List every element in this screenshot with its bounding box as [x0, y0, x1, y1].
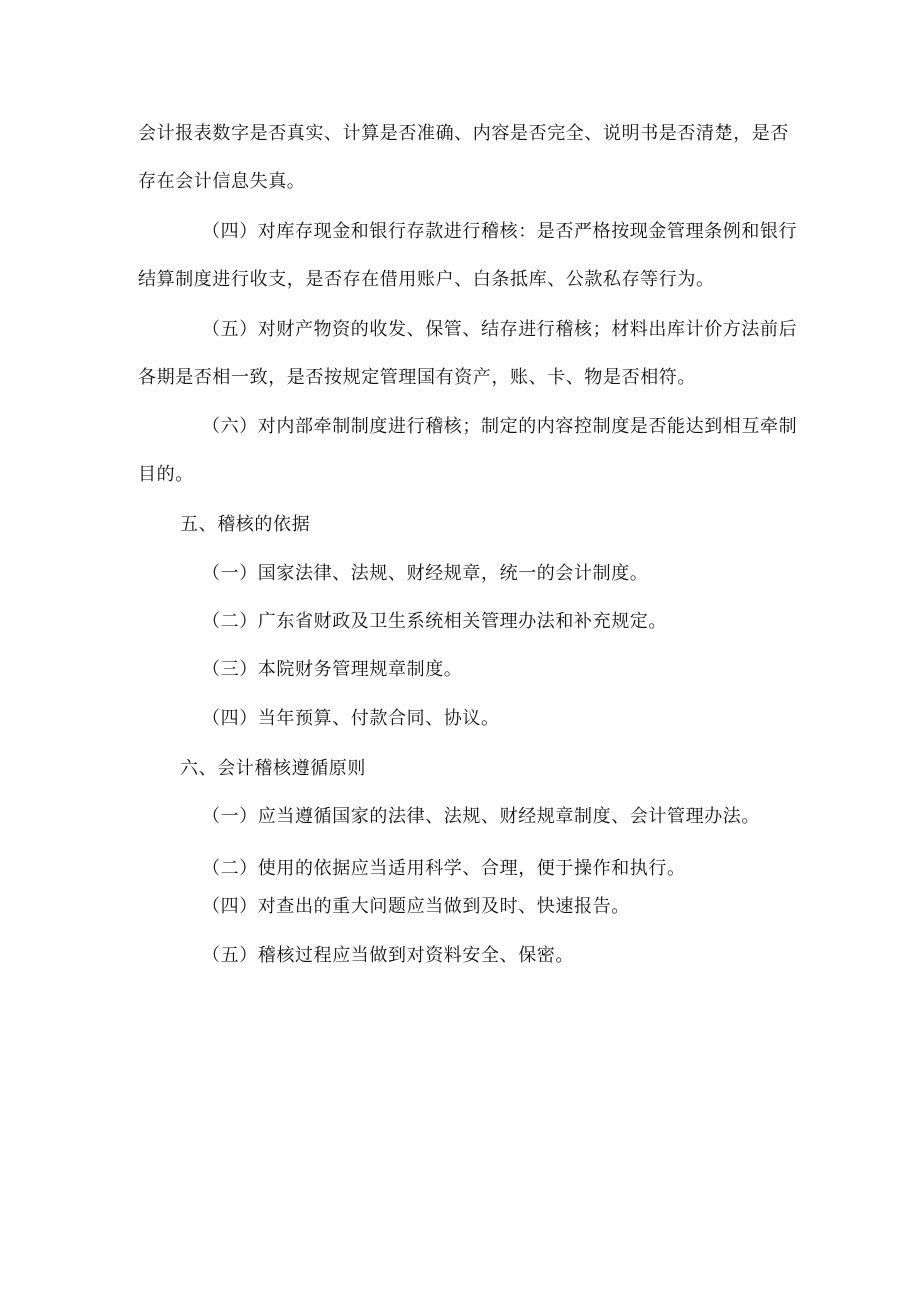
list-item: （五）稽核过程应当做到对资料安全、保密。 — [202, 945, 574, 966]
list-item: （三）本院财务管理规章制度。 — [202, 659, 463, 680]
list-item: （一）应当遵循国家的法律、法规、财经规章制度、会计管理办法。 — [202, 806, 760, 827]
paragraph-line: 存在会计信息失真。 — [138, 171, 306, 192]
list-item: （四）对查出的重大问题应当做到及时、快速报告。 — [202, 896, 630, 917]
section-heading: 五、稽核的依据 — [180, 514, 311, 535]
paragraph-line: 会计报表数字是否真实、计算是否准确、内容是否完全、说明书是否清楚，是否 — [138, 123, 789, 144]
list-item: （四）当年预算、付款合同、协议。 — [202, 708, 500, 729]
paragraph-line: 各期是否相一致，是否按规定管理国有资产，账、卡、物是否相符。 — [138, 367, 696, 388]
list-item: （一）国家法律、法规、财经规章，统一的会计制度。 — [202, 563, 649, 584]
list-item: （二）广东省财政及卫生系统相关管理办法和补充规定。 — [202, 611, 667, 632]
paragraph-line: （五）对财产物资的收发、保管、结存进行稽核；材料出库计价方法前后 — [202, 319, 798, 340]
paragraph-line: 目的。 — [138, 464, 194, 485]
section-heading: 六、会计稽核遵循原则 — [180, 758, 366, 779]
paragraph-line: （六）对内部牵制制度进行稽核；制定的内容控制度是否能达到相互牵制 — [202, 416, 798, 437]
list-item: （二）使用的依据应当适用科学、合理，便于操作和执行。 — [202, 858, 686, 879]
paragraph-line: 结算制度进行收支，是否存在借用账户、白条抵库、公款私存等行为。 — [138, 269, 715, 290]
paragraph-line: （四）对库存现金和银行存款进行稽核：是否严格按现金管理条例和银行 — [202, 221, 798, 242]
